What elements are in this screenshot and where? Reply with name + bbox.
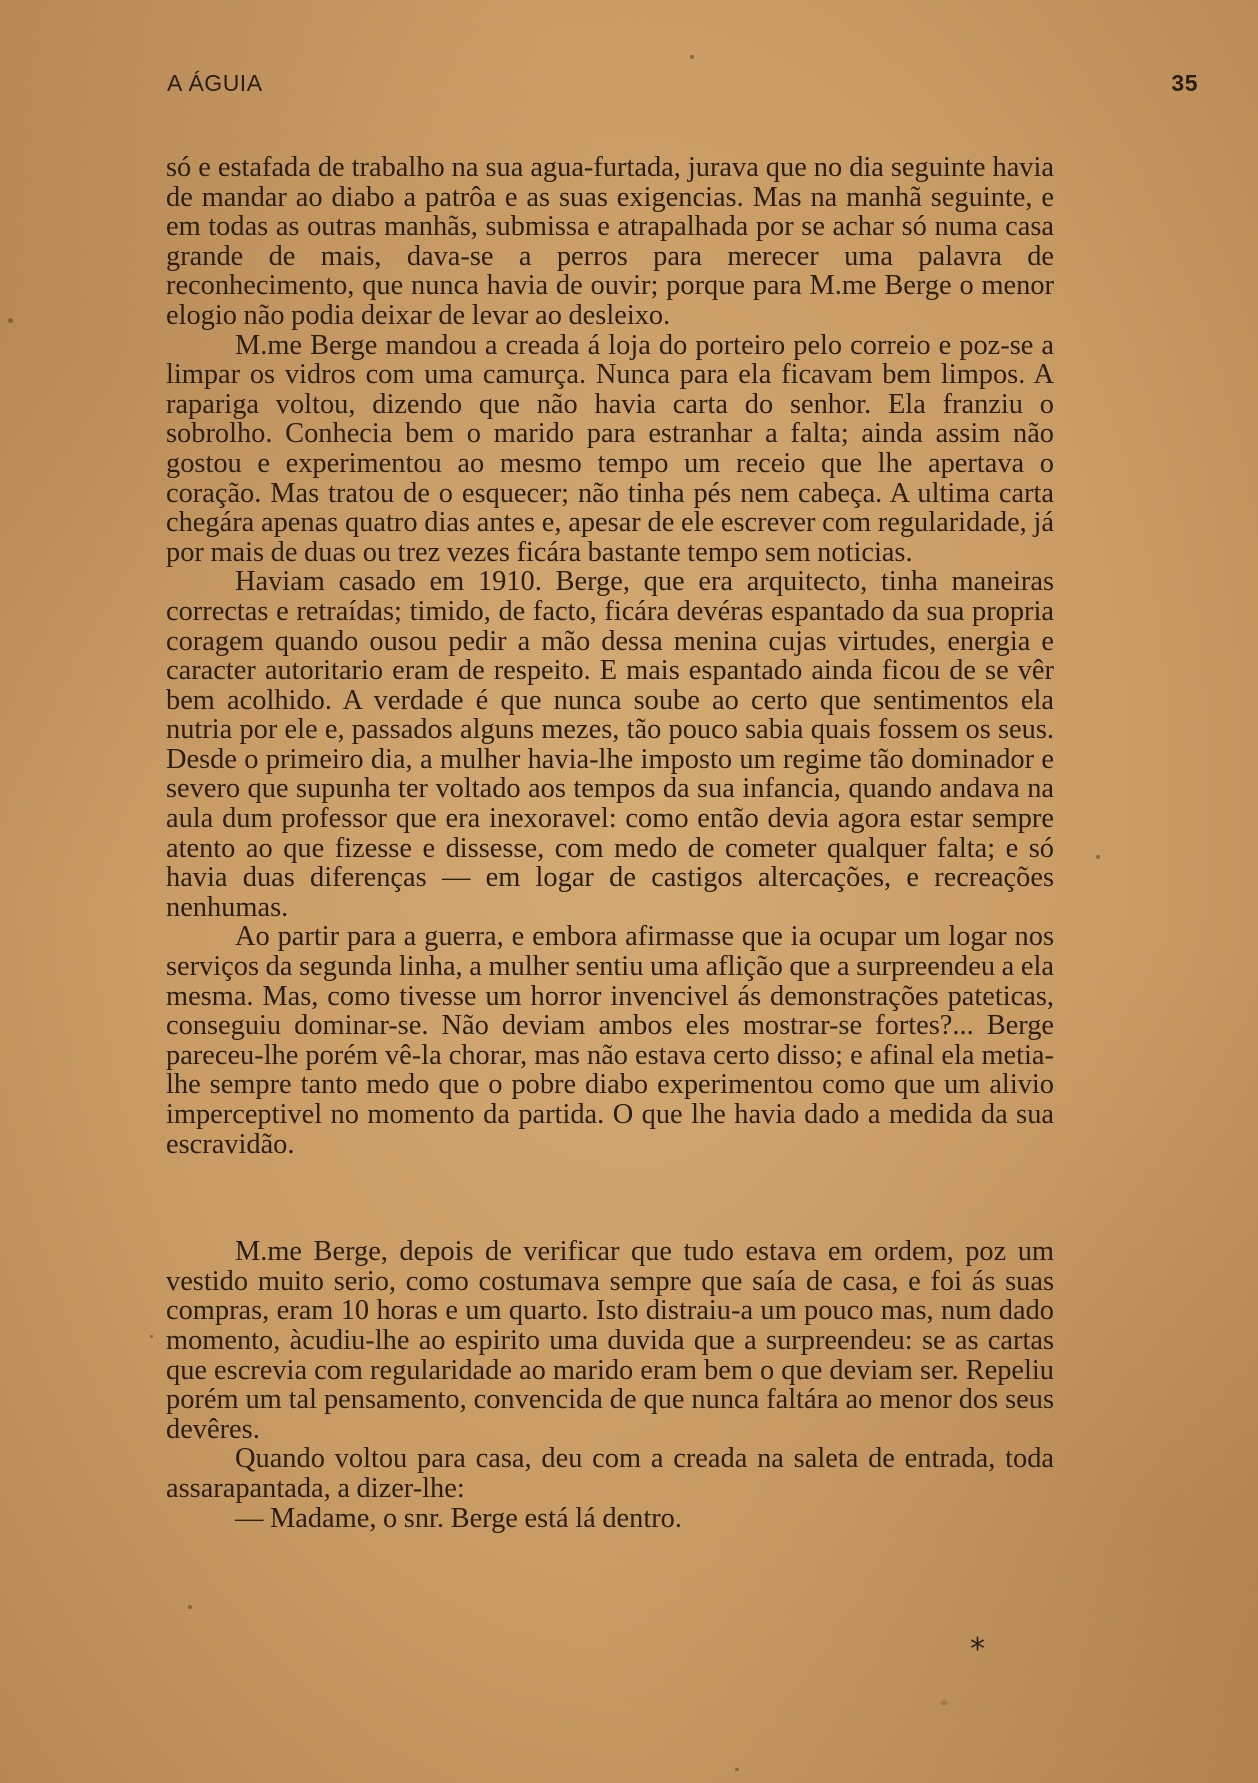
paper-speck xyxy=(735,1768,739,1771)
paragraph: só e estafada de trabalho na sua agua-furtada, jurava que no dia seguinte havia de mandar ao diabo a patrôa e as suas exigencias. Mas na manhã seguinte, e em todas as outras manhãs, submissa e atrapalhada por se achar só numa casa grande de mais, dava-se a perros para merecer uma palavra de reconhecimento, que nunca havia de ouvir; porque para M.me Berge o menor elogio não podia deixar de levar ao desleixo. xyxy=(166,152,1054,331)
paragraph: M.me Berge mandou a creada á loja do porteiro pelo correio e poz-se a limpar os vidros com uma camurça. Nunca para ela ficavam bem limpos. A rapariga voltou, dizendo que não havia carta do senhor. Ela franziu o sobrolho. Conhecia bem o marido para estranhar a falta; ainda assim não gostou e experimentou ao mesmo tempo um receio que lhe apertava o coração. Mas tratou de o esquecer; não tinha pés nem cabeça. A ultima carta chegára apenas quatro dias antes e, apesar de ele escrever com regularidade, já por mais de duas ou trez vezes ficára bastante tempo sem noticias. xyxy=(166,329,1054,568)
paragraph: Ao partir para a guerra, e embora afirmasse que ia ocupar um logar nos serviços da segunda linha, a mulher sentiu uma aflição que a surpreendeu a ela mesma. Mas, como tivesse um horror invencivel ás demonstrações pateticas, conseguiu dominar-se. Não deviam ambos eles mostrar-se fortes?... Berge pareceu-lhe porém vê-la chorar, mas não estava certo disso; e afinal ela metia-lhe sempre tanto medo que o pobre diabo experimentou como que um alivio imperceptivel no momento da partida. O que lhe havia dado a medida da sua escravidão. xyxy=(166,921,1054,1160)
running-header xyxy=(167,70,1198,110)
paragraph: M.me Berge, depois de verificar que tudo estava em ordem, poz um vestido muito serio, como costumava sempre que saía de casa, e foi ás suas compras, eram 10 horas e um quarto. Isto distraiu-a um pouco mas, num dado momento, àcudiu-lhe ao espirito uma duvida que a surpreendeu: se as cartas que escrevia com regularidade ao marido eram bem o que deviam ser. Repeliu porém um tal pensamento, convencida de que nunca faltára ao menor dos seus devêres. xyxy=(166,1236,1054,1445)
paragraph: Haviam casado em 1910. Berge, que era arquitecto, tinha maneiras correctas e retraídas; timido, de facto, ficára devéras espantado da sua propria coragem quando ousou pedir a mão dessa menina cujas virtudes, energia e caracter autoritario eram de respeito. E mais espantado ainda ficou de se vêr bem acolhido. A verdade é que nunca soube ao certo que sentimentos ela nutria por ele e, passados alguns mezes, tão pouco sabia quais fossem os seus. Desde o primeiro dia, a mulher havia-lhe imposto um regime tão dominador e severo que supunha ter voltado aos tempos da sua infancia, quando andava na aula dum professor que era inexoravel: como então devia agora estar sempre atento ao que fizesse e dissesse, com medo de cometer qualquer falta; e só havia duas diferenças — em logar de castigos altercações, e recreações nenhumas. xyxy=(166,566,1054,923)
paragraph: — Madame, o snr. Berge está lá dentro. xyxy=(235,1502,682,1534)
paper-speck xyxy=(690,55,694,59)
paper-speck xyxy=(1096,855,1100,859)
body-text xyxy=(166,153,1054,1533)
paper-speck xyxy=(940,1700,948,1706)
paper-speck xyxy=(8,318,13,323)
paper-speck xyxy=(150,1335,153,1338)
asterisk-ornament: * xyxy=(970,1632,985,1667)
page-number: 35 xyxy=(1171,70,1198,96)
journal-title: A ÁGUIA xyxy=(167,70,263,96)
paragraph: Quando voltou para casa, deu com a creada na saleta de entrada, toda assarapantada, a dizer-lhe: xyxy=(166,1443,1054,1504)
paper-speck xyxy=(188,1605,192,1609)
section-break xyxy=(166,1159,1054,1237)
